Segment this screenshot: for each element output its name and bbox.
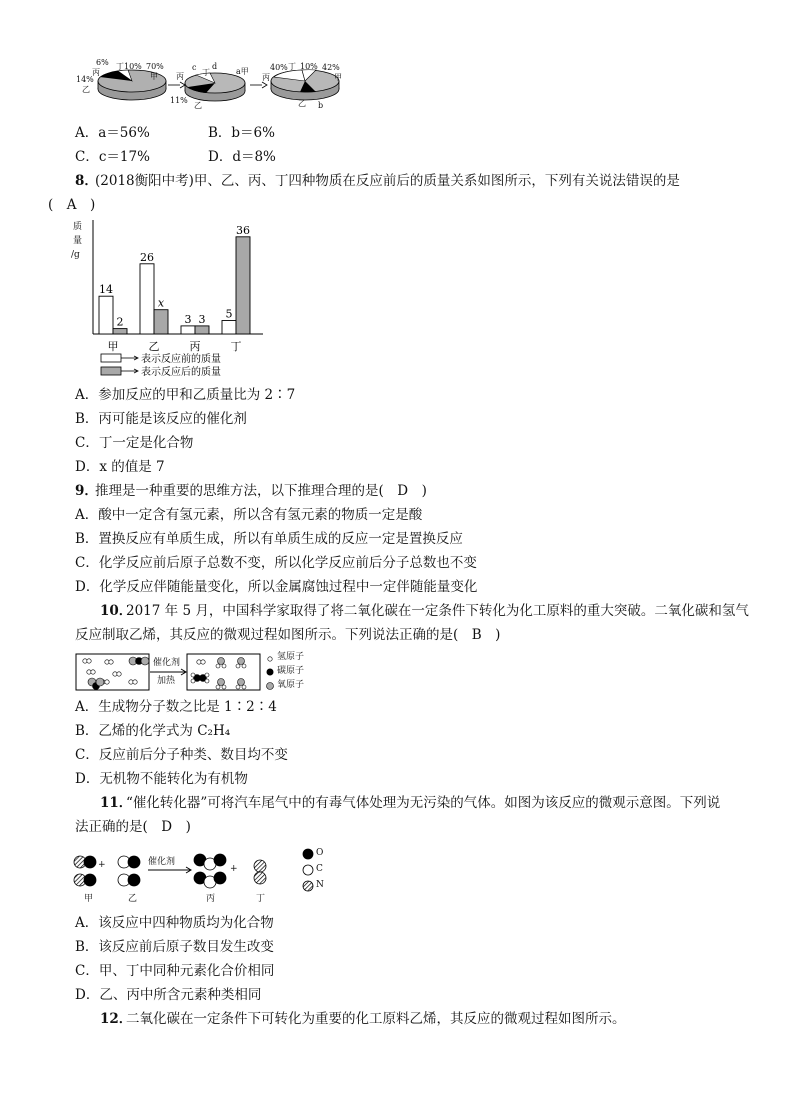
pie2-a-jia: a甲 xyxy=(236,67,249,76)
pie1-bing-pct: 6% xyxy=(96,58,109,67)
q10-heating: 加热 xyxy=(157,676,176,686)
q7-option-d: D．d＝8% xyxy=(208,149,276,165)
pie2-yi-pct: 11% xyxy=(170,96,188,105)
pie3-bing: 丙 xyxy=(262,73,270,82)
q10-legend-c: 碳原子 xyxy=(277,666,305,676)
q9-option-a: A．酸中一定含有氢元素，所以含有氢元素的物质一定是酸 xyxy=(75,507,423,523)
legend-swatch-1 xyxy=(101,367,121,375)
legend-label-1: 表示反应后的质量 xyxy=(141,367,221,378)
q11-label-jia: 甲 xyxy=(84,894,94,904)
bar-chart-svg xyxy=(85,212,275,387)
pie2-ding: 丁 xyxy=(202,68,210,77)
q11-legend-n: N xyxy=(316,880,324,890)
pie3-ding-pct: 10% xyxy=(300,62,318,71)
q9-stem: 推理是一种重要的思维方法，以下推理合理的是( D ) xyxy=(95,483,427,499)
pie1-yi-pct: 14% xyxy=(76,75,94,84)
q8-stem: (2018衡阳中考)甲、乙、丙、丁四种物质在反应前后的质量关系如图所示，下列有关说法错误的是 xyxy=(95,173,680,189)
q12-stem: 二氧化碳在一定条件下可转化为重要的化工原料乙烯，其反应的微观过程如图所示。 xyxy=(126,1011,626,1027)
x-tick-乙: 乙 xyxy=(148,340,160,353)
q10-option-d: D．无机物不能转化为有机物 xyxy=(75,771,248,787)
x-tick-甲: 甲 xyxy=(107,340,119,353)
bar-label-丁-after: 36 xyxy=(236,223,250,237)
q8-option-d: D．x 的值是 7 xyxy=(75,459,165,475)
q11-label-ding: 丁 xyxy=(256,894,266,904)
pie3-jia: 甲 xyxy=(334,73,342,82)
bar-label-丁-before: 5 xyxy=(225,307,233,321)
q11-legend-o: O xyxy=(316,848,324,858)
pie3-yi: 乙 xyxy=(298,99,306,108)
x-tick-丁: 丁 xyxy=(230,340,242,353)
chart-ylabel-1: 质 xyxy=(73,222,83,232)
pie1-yi: 乙 xyxy=(82,85,90,94)
q9-number: 9． xyxy=(75,483,98,499)
q10-catalyst: 催化剂 xyxy=(153,658,181,668)
q10-legend-o: 氧原子 xyxy=(277,680,305,690)
q7-option-c: C．c＝17% xyxy=(75,149,150,165)
q10-stem-line1: 2017 年 5 月，中国科学家取得了将二氧化碳在一定条件下转化为化工原料的重大突破。二氧化碳和氢气 xyxy=(126,603,749,619)
q11-label-yi: 乙 xyxy=(128,894,138,904)
pie2-bing: 丙 xyxy=(176,72,184,81)
q10-option-b: B．乙烯的化学式为 C₂H₄ xyxy=(75,723,231,739)
q11-plus-1: + xyxy=(98,860,106,870)
q8-option-c: C．丁一定是化合物 xyxy=(75,435,194,451)
pie3-ding: 丁 xyxy=(288,62,296,71)
bar-label-甲-after: 2 xyxy=(116,315,124,329)
pie1-bing-label: 丙 xyxy=(92,68,100,77)
q11-option-c: C．甲、丁中同种元素化合价相同 xyxy=(75,963,275,979)
bar-甲-before xyxy=(99,296,113,334)
q11-number: 11． xyxy=(100,795,133,811)
bar-label-丙-before: 3 xyxy=(184,312,192,326)
pie1-ding: 丁10% xyxy=(116,62,142,71)
bar-乙-before xyxy=(140,264,154,334)
q11-plus-2: + xyxy=(230,864,238,874)
bar-丁-after xyxy=(236,237,250,334)
q12-number: 12． xyxy=(100,1011,133,1027)
q10-number: 10． xyxy=(100,603,133,619)
q7-option-b: B．b＝6% xyxy=(208,125,275,141)
bar-丁-before xyxy=(222,321,236,335)
q11-option-b: B．该反应前后原子数目发生改变 xyxy=(75,939,274,955)
bar-label-乙-after: x xyxy=(157,296,165,310)
q10-molecules xyxy=(75,652,345,696)
bar-label-乙-before: 26 xyxy=(140,250,154,264)
q11-option-a: A．该反应中四种物质均为化合物 xyxy=(75,915,274,931)
q8-answer: ( A ) xyxy=(48,197,96,213)
q11-option-d: D．乙、丙中所含元素种类相同 xyxy=(75,987,262,1003)
q10-stem-line2: 反应制取乙烯，其反应的微观过程如图所示。下列说法正确的是( B ) xyxy=(75,627,501,643)
pie2-c: c xyxy=(192,63,197,72)
bar-甲-after xyxy=(113,329,127,334)
bar-label-丙-after: 3 xyxy=(198,312,206,326)
q8-number: 8． xyxy=(75,173,98,189)
q10-legend-h: 氢原子 xyxy=(277,652,305,662)
pie3-b: b xyxy=(318,101,324,110)
legend-label-0: 表示反应前的质量 xyxy=(141,354,221,365)
chart-ylabel-2: 量 xyxy=(73,236,83,246)
pie3-jia-pct: 42% xyxy=(322,63,340,72)
q11-stem-line2: 法正确的是( D ) xyxy=(75,819,191,835)
q7-option-a: A．a＝56% xyxy=(75,125,150,141)
q9-option-d: D．化学反应伴随能量变化，所以金属腐蚀过程中一定伴随能量变化 xyxy=(75,579,478,595)
q8-option-b: B．丙可能是该反应的催化剂 xyxy=(75,411,247,427)
pie1-jia: 甲 xyxy=(150,72,158,81)
bar-label-甲-before: 14 xyxy=(99,283,113,297)
legend-swatch-0 xyxy=(101,354,121,362)
q10-option-a: A．生成物分子数之比是 1∶2∶4 xyxy=(75,699,277,715)
bar-丙-after xyxy=(195,326,209,334)
q9-option-b: B．置换反应有单质生成，所以有单质生成的反应一定是置换反应 xyxy=(75,531,463,547)
pie2-d: d xyxy=(212,62,218,71)
pie2-yi: 乙 xyxy=(194,101,202,110)
q10-option-c: C．反应前后分子种类、数目均不变 xyxy=(75,747,288,763)
q11-catalyst: 催化剂 xyxy=(148,857,176,867)
q9-option-c: C．化学反应前后原子总数不变，所以化学反应前后分子总数也不变 xyxy=(75,555,477,571)
q8-option-a: A．参加反应的甲和乙质量比为 2∶7 xyxy=(75,387,296,403)
q11-legend-c: C xyxy=(316,864,323,874)
chart-ylabel-3: /g xyxy=(71,250,80,260)
q11-label-bing: 丙 xyxy=(206,894,216,904)
pie3-bing-pct: 40% xyxy=(270,63,288,72)
q11-stem-line1: “催化转化器”可将汽车尾气中的有毒气体处理为无污染的气体。如图为该反应的微观示意图。下列说 xyxy=(126,795,721,811)
bar-乙-after xyxy=(154,310,168,334)
bar-丙-before xyxy=(181,326,195,334)
x-tick-丙: 丙 xyxy=(189,340,201,353)
pie1-jia-pct: 70% xyxy=(146,62,164,71)
